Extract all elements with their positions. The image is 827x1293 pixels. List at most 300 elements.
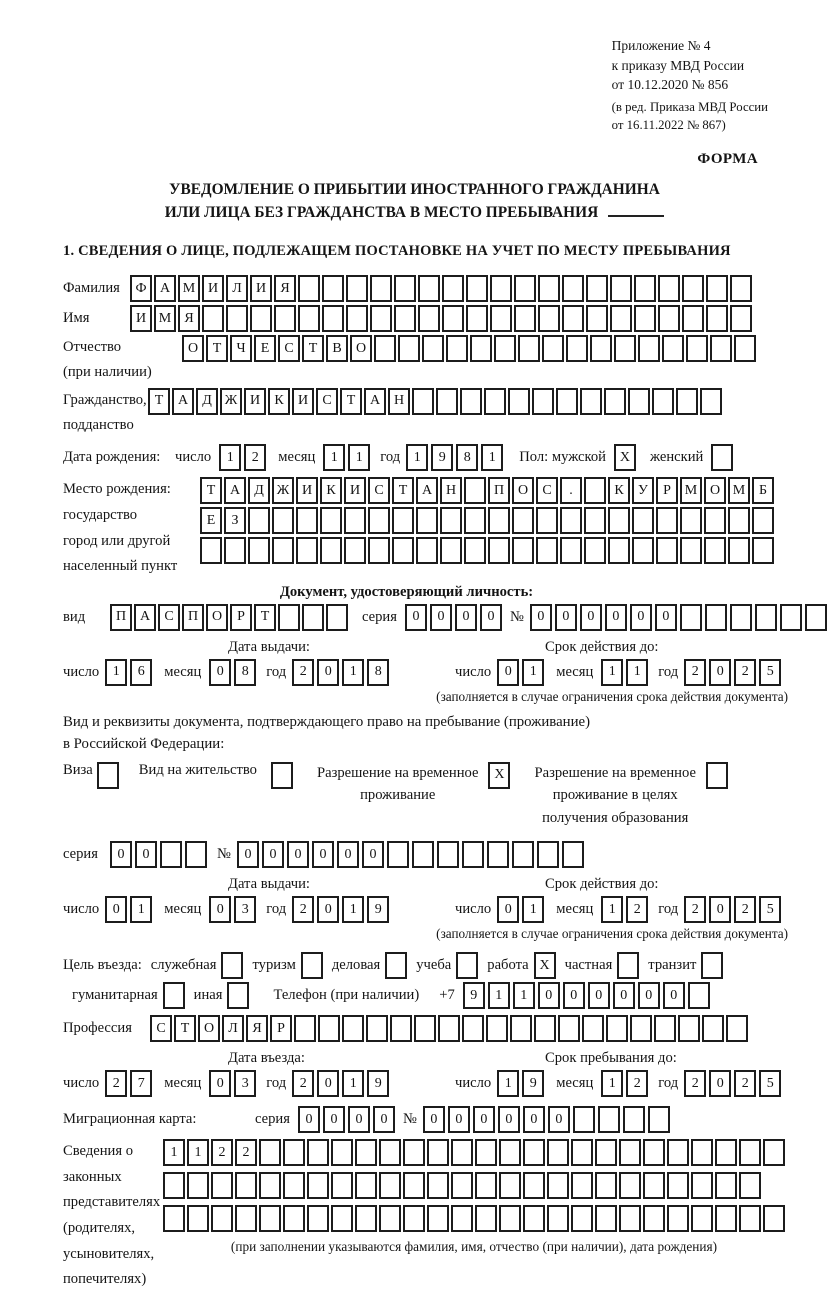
form-cell[interactable]: 0 xyxy=(373,1106,395,1133)
form-cell[interactable] xyxy=(590,335,612,362)
form-cell[interactable]: П xyxy=(182,604,204,631)
form-cell[interactable] xyxy=(680,507,702,534)
form-cell[interactable]: 9 xyxy=(463,982,485,1009)
form-cell[interactable] xyxy=(715,1172,737,1199)
form-cell[interactable] xyxy=(536,537,558,564)
form-cell[interactable]: М xyxy=(154,305,176,332)
form-cell[interactable] xyxy=(682,275,704,302)
form-cell[interactable] xyxy=(686,335,708,362)
form-cell[interactable]: Т xyxy=(392,477,414,504)
form-cell[interactable] xyxy=(163,1172,185,1199)
form-cell[interactable] xyxy=(571,1205,593,1232)
form-cell[interactable]: 0 xyxy=(709,1070,731,1097)
form-cell[interactable] xyxy=(558,1015,580,1042)
form-cell[interactable]: У xyxy=(632,477,654,504)
purpose-tourism-checkbox[interactable] xyxy=(301,952,323,979)
form-cell[interactable]: 2 xyxy=(292,659,314,686)
form-cell[interactable] xyxy=(248,507,270,534)
form-cell[interactable]: 3 xyxy=(234,1070,256,1097)
form-cell[interactable] xyxy=(582,1015,604,1042)
form-cell[interactable] xyxy=(608,537,630,564)
form-cell[interactable] xyxy=(370,305,392,332)
form-cell[interactable] xyxy=(680,604,702,631)
form-cell[interactable] xyxy=(715,1139,737,1166)
form-cell[interactable]: 1 xyxy=(481,444,503,471)
form-cell[interactable]: 8 xyxy=(234,659,256,686)
form-cell[interactable] xyxy=(442,305,464,332)
form-cell[interactable] xyxy=(706,275,728,302)
form-cell[interactable] xyxy=(728,507,750,534)
form-cell[interactable] xyxy=(211,1205,233,1232)
form-cell[interactable] xyxy=(462,841,484,868)
form-cell[interactable] xyxy=(499,1139,521,1166)
form-cell[interactable]: 0 xyxy=(538,982,560,1009)
form-cell[interactable]: 0 xyxy=(287,841,309,868)
form-cell[interactable]: М xyxy=(178,275,200,302)
form-cell[interactable]: Б xyxy=(752,477,774,504)
form-cell[interactable] xyxy=(344,507,366,534)
form-cell[interactable] xyxy=(342,1015,364,1042)
purpose-study-checkbox[interactable] xyxy=(456,952,478,979)
form-cell[interactable]: 1 xyxy=(187,1139,209,1166)
form-cell[interactable] xyxy=(638,335,660,362)
form-cell[interactable] xyxy=(200,537,222,564)
form-cell[interactable]: 7 xyxy=(130,1070,152,1097)
form-cell[interactable] xyxy=(619,1172,641,1199)
form-cell[interactable]: 1 xyxy=(601,1070,623,1097)
form-cell[interactable] xyxy=(610,305,632,332)
form-cell[interactable]: Е xyxy=(254,335,276,362)
form-cell[interactable]: 1 xyxy=(522,896,544,923)
form-cell[interactable] xyxy=(534,1015,556,1042)
form-cell[interactable] xyxy=(464,537,486,564)
form-cell[interactable]: 5 xyxy=(759,896,781,923)
form-cell[interactable] xyxy=(294,1015,316,1042)
form-cell[interactable] xyxy=(398,335,420,362)
form-cell[interactable] xyxy=(566,335,588,362)
form-cell[interactable] xyxy=(235,1205,257,1232)
form-cell[interactable]: И xyxy=(296,477,318,504)
form-cell[interactable] xyxy=(726,1015,748,1042)
form-cell[interactable]: 9 xyxy=(522,1070,544,1097)
purpose-transit-checkbox[interactable] xyxy=(701,952,723,979)
form-cell[interactable] xyxy=(346,275,368,302)
form-cell[interactable] xyxy=(202,305,224,332)
form-cell[interactable] xyxy=(580,388,602,415)
form-cell[interactable] xyxy=(499,1205,521,1232)
form-cell[interactable]: Я xyxy=(274,275,296,302)
form-cell[interactable]: 2 xyxy=(684,1070,706,1097)
form-cell[interactable] xyxy=(537,841,559,868)
form-cell[interactable] xyxy=(366,1015,388,1042)
form-cell[interactable] xyxy=(446,335,468,362)
form-cell[interactable] xyxy=(475,1139,497,1166)
form-cell[interactable] xyxy=(739,1139,761,1166)
form-cell[interactable]: 2 xyxy=(734,659,756,686)
form-cell[interactable] xyxy=(518,335,540,362)
form-cell[interactable] xyxy=(464,507,486,534)
form-cell[interactable]: С xyxy=(158,604,180,631)
form-cell[interactable] xyxy=(730,275,752,302)
form-cell[interactable]: И xyxy=(344,477,366,504)
form-cell[interactable] xyxy=(523,1205,545,1232)
form-cell[interactable]: 2 xyxy=(626,896,648,923)
form-cell[interactable]: О xyxy=(350,335,372,362)
form-cell[interactable] xyxy=(512,841,534,868)
form-cell[interactable] xyxy=(562,841,584,868)
purpose-commercial-checkbox[interactable] xyxy=(385,952,407,979)
form-cell[interactable]: 0 xyxy=(362,841,384,868)
form-cell[interactable] xyxy=(632,537,654,564)
form-cell[interactable]: Т xyxy=(206,335,228,362)
form-cell[interactable] xyxy=(538,305,560,332)
form-cell[interactable]: 0 xyxy=(709,896,731,923)
form-cell[interactable] xyxy=(272,507,294,534)
form-cell[interactable] xyxy=(451,1205,473,1232)
form-cell[interactable] xyxy=(440,537,462,564)
form-cell[interactable] xyxy=(652,388,674,415)
temp-residence-edu-checkbox[interactable] xyxy=(706,762,728,789)
sex-female-checkbox[interactable] xyxy=(711,444,733,471)
form-cell[interactable] xyxy=(418,275,440,302)
form-cell[interactable]: 0 xyxy=(455,604,477,631)
form-cell[interactable] xyxy=(630,1015,652,1042)
visa-checkbox[interactable] xyxy=(97,762,119,789)
form-cell[interactable]: О xyxy=(206,604,228,631)
form-cell[interactable]: Т xyxy=(174,1015,196,1042)
form-cell[interactable]: 2 xyxy=(684,896,706,923)
form-cell[interactable]: А xyxy=(172,388,194,415)
form-cell[interactable] xyxy=(523,1172,545,1199)
form-cell[interactable] xyxy=(595,1172,617,1199)
form-cell[interactable]: 1 xyxy=(163,1139,185,1166)
form-cell[interactable] xyxy=(608,507,630,534)
form-cell[interactable] xyxy=(715,1205,737,1232)
form-cell[interactable] xyxy=(734,335,756,362)
form-cell[interactable]: Я xyxy=(178,305,200,332)
form-cell[interactable] xyxy=(805,604,827,631)
form-cell[interactable] xyxy=(163,1205,185,1232)
form-cell[interactable]: 0 xyxy=(555,604,577,631)
form-cell[interactable] xyxy=(412,841,434,868)
form-cell[interactable] xyxy=(704,507,726,534)
form-cell[interactable] xyxy=(648,1106,670,1133)
form-cell[interactable] xyxy=(466,275,488,302)
form-cell[interactable] xyxy=(331,1172,353,1199)
form-cell[interactable] xyxy=(508,388,530,415)
form-cell[interactable]: И xyxy=(250,275,272,302)
form-cell[interactable] xyxy=(595,1139,617,1166)
form-cell[interactable] xyxy=(224,537,246,564)
form-cell[interactable] xyxy=(656,507,678,534)
form-cell[interactable]: 1 xyxy=(342,896,364,923)
form-cell[interactable] xyxy=(427,1139,449,1166)
form-cell[interactable]: 1 xyxy=(348,444,370,471)
form-cell[interactable] xyxy=(538,275,560,302)
form-cell[interactable] xyxy=(259,1172,281,1199)
form-cell[interactable]: 0 xyxy=(605,604,627,631)
form-cell[interactable] xyxy=(606,1015,628,1042)
form-cell[interactable]: 0 xyxy=(655,604,677,631)
form-cell[interactable]: Т xyxy=(148,388,170,415)
sex-male-checkbox[interactable]: X xyxy=(614,444,636,471)
form-cell[interactable]: 0 xyxy=(262,841,284,868)
form-cell[interactable]: И xyxy=(244,388,266,415)
form-cell[interactable] xyxy=(442,275,464,302)
form-cell[interactable] xyxy=(571,1139,593,1166)
form-cell[interactable] xyxy=(780,604,802,631)
form-cell[interactable] xyxy=(547,1172,569,1199)
form-cell[interactable]: О xyxy=(704,477,726,504)
form-cell[interactable] xyxy=(488,507,510,534)
form-cell[interactable] xyxy=(667,1172,689,1199)
form-cell[interactable] xyxy=(272,537,294,564)
form-cell[interactable] xyxy=(274,305,296,332)
form-cell[interactable] xyxy=(259,1139,281,1166)
form-cell[interactable]: 0 xyxy=(423,1106,445,1133)
form-cell[interactable] xyxy=(298,275,320,302)
form-cell[interactable] xyxy=(598,1106,620,1133)
form-cell[interactable] xyxy=(562,305,584,332)
form-cell[interactable] xyxy=(571,1172,593,1199)
form-cell[interactable] xyxy=(536,507,558,534)
form-cell[interactable]: Т xyxy=(340,388,362,415)
form-cell[interactable]: 3 xyxy=(234,896,256,923)
form-cell[interactable] xyxy=(355,1139,377,1166)
form-cell[interactable] xyxy=(160,841,182,868)
form-cell[interactable] xyxy=(494,335,516,362)
form-cell[interactable]: 1 xyxy=(522,659,544,686)
form-cell[interactable] xyxy=(562,275,584,302)
temp-residence-checkbox[interactable]: X xyxy=(488,762,510,789)
form-cell[interactable]: Н xyxy=(440,477,462,504)
form-cell[interactable]: 0 xyxy=(209,659,231,686)
form-cell[interactable] xyxy=(512,537,534,564)
form-cell[interactable]: 2 xyxy=(734,1070,756,1097)
form-cell[interactable] xyxy=(623,1106,645,1133)
form-cell[interactable] xyxy=(322,305,344,332)
form-cell[interactable] xyxy=(682,305,704,332)
form-cell[interactable] xyxy=(658,275,680,302)
form-cell[interactable] xyxy=(678,1015,700,1042)
purpose-business-checkbox[interactable] xyxy=(221,952,243,979)
form-cell[interactable] xyxy=(710,335,732,362)
form-cell[interactable] xyxy=(584,477,606,504)
form-cell[interactable]: . xyxy=(560,477,582,504)
form-cell[interactable]: 0 xyxy=(523,1106,545,1133)
form-cell[interactable]: 9 xyxy=(431,444,453,471)
form-cell[interactable]: С xyxy=(316,388,338,415)
form-cell[interactable] xyxy=(322,275,344,302)
form-cell[interactable]: 0 xyxy=(110,841,132,868)
form-cell[interactable]: З xyxy=(224,507,246,534)
form-cell[interactable]: 2 xyxy=(235,1139,257,1166)
form-cell[interactable] xyxy=(278,604,300,631)
form-cell[interactable]: И xyxy=(202,275,224,302)
form-cell[interactable] xyxy=(499,1172,521,1199)
form-cell[interactable]: 0 xyxy=(209,896,231,923)
form-cell[interactable]: Л xyxy=(226,275,248,302)
form-cell[interactable] xyxy=(368,537,390,564)
form-cell[interactable]: 1 xyxy=(342,659,364,686)
form-cell[interactable] xyxy=(595,1205,617,1232)
form-cell[interactable] xyxy=(307,1205,329,1232)
form-cell[interactable] xyxy=(248,537,270,564)
form-cell[interactable] xyxy=(416,507,438,534)
form-cell[interactable] xyxy=(331,1205,353,1232)
form-cell[interactable] xyxy=(418,305,440,332)
form-cell[interactable]: 0 xyxy=(663,982,685,1009)
form-cell[interactable] xyxy=(662,335,684,362)
form-cell[interactable] xyxy=(514,305,536,332)
form-cell[interactable]: 0 xyxy=(480,604,502,631)
form-cell[interactable]: 2 xyxy=(626,1070,648,1097)
form-cell[interactable] xyxy=(586,305,608,332)
form-cell[interactable]: Л xyxy=(222,1015,244,1042)
form-cell[interactable]: 0 xyxy=(105,896,127,923)
form-cell[interactable] xyxy=(412,388,434,415)
form-cell[interactable]: Ф xyxy=(130,275,152,302)
form-cell[interactable]: Я xyxy=(246,1015,268,1042)
form-cell[interactable] xyxy=(427,1205,449,1232)
form-cell[interactable] xyxy=(298,305,320,332)
purpose-other-checkbox[interactable] xyxy=(227,982,249,1009)
form-cell[interactable] xyxy=(706,305,728,332)
form-cell[interactable]: 1 xyxy=(219,444,241,471)
form-cell[interactable] xyxy=(658,305,680,332)
form-cell[interactable] xyxy=(355,1172,377,1199)
form-cell[interactable]: К xyxy=(608,477,630,504)
form-cell[interactable]: 0 xyxy=(709,659,731,686)
form-cell[interactable] xyxy=(370,275,392,302)
form-cell[interactable]: 0 xyxy=(312,841,334,868)
form-cell[interactable] xyxy=(632,507,654,534)
form-cell[interactable] xyxy=(691,1205,713,1232)
form-cell[interactable]: 0 xyxy=(209,1070,231,1097)
form-cell[interactable]: 0 xyxy=(638,982,660,1009)
form-cell[interactable]: 1 xyxy=(323,444,345,471)
form-cell[interactable] xyxy=(730,604,752,631)
form-cell[interactable] xyxy=(488,537,510,564)
form-cell[interactable]: И xyxy=(292,388,314,415)
form-cell[interactable]: С xyxy=(150,1015,172,1042)
form-cell[interactable] xyxy=(512,507,534,534)
form-cell[interactable] xyxy=(187,1205,209,1232)
form-cell[interactable]: 0 xyxy=(548,1106,570,1133)
form-cell[interactable] xyxy=(560,537,582,564)
form-cell[interactable] xyxy=(547,1139,569,1166)
form-cell[interactable]: А xyxy=(134,604,156,631)
form-cell[interactable]: 1 xyxy=(105,659,127,686)
form-cell[interactable] xyxy=(619,1139,641,1166)
form-cell[interactable] xyxy=(542,335,564,362)
form-cell[interactable] xyxy=(752,537,774,564)
form-cell[interactable]: А xyxy=(416,477,438,504)
form-cell[interactable] xyxy=(250,305,272,332)
form-cell[interactable] xyxy=(403,1172,425,1199)
form-cell[interactable]: 2 xyxy=(684,659,706,686)
purpose-humanitarian-checkbox[interactable] xyxy=(163,982,185,1009)
form-cell[interactable]: Д xyxy=(196,388,218,415)
form-cell[interactable] xyxy=(584,507,606,534)
form-cell[interactable] xyxy=(283,1139,305,1166)
form-cell[interactable]: Ж xyxy=(220,388,242,415)
form-cell[interactable]: Р xyxy=(230,604,252,631)
form-cell[interactable] xyxy=(586,275,608,302)
form-cell[interactable]: 8 xyxy=(456,444,478,471)
form-cell[interactable]: Ч xyxy=(230,335,252,362)
form-cell[interactable] xyxy=(394,275,416,302)
form-cell[interactable]: 0 xyxy=(323,1106,345,1133)
form-cell[interactable]: С xyxy=(368,477,390,504)
form-cell[interactable] xyxy=(320,507,342,534)
form-cell[interactable]: 2 xyxy=(292,1070,314,1097)
form-cell[interactable]: 1 xyxy=(601,659,623,686)
form-cell[interactable]: 0 xyxy=(580,604,602,631)
form-cell[interactable] xyxy=(475,1205,497,1232)
form-cell[interactable] xyxy=(614,335,636,362)
form-cell[interactable]: 0 xyxy=(448,1106,470,1133)
form-cell[interactable] xyxy=(307,1139,329,1166)
form-cell[interactable]: 0 xyxy=(348,1106,370,1133)
form-cell[interactable] xyxy=(643,1205,665,1232)
form-cell[interactable] xyxy=(326,604,348,631)
purpose-work-checkbox[interactable]: X xyxy=(534,952,556,979)
form-cell[interactable] xyxy=(702,1015,724,1042)
form-cell[interactable] xyxy=(379,1205,401,1232)
form-cell[interactable] xyxy=(656,537,678,564)
form-cell[interactable] xyxy=(355,1205,377,1232)
form-cell[interactable]: 6 xyxy=(130,659,152,686)
form-cell[interactable] xyxy=(437,841,459,868)
form-cell[interactable] xyxy=(691,1139,713,1166)
form-cell[interactable] xyxy=(296,537,318,564)
form-cell[interactable] xyxy=(691,1172,713,1199)
form-cell[interactable]: Ж xyxy=(272,477,294,504)
form-cell[interactable] xyxy=(259,1205,281,1232)
form-cell[interactable]: 1 xyxy=(626,659,648,686)
form-cell[interactable] xyxy=(466,305,488,332)
form-cell[interactable]: 0 xyxy=(497,896,519,923)
form-cell[interactable]: 1 xyxy=(406,444,428,471)
form-cell[interactable] xyxy=(560,507,582,534)
form-cell[interactable] xyxy=(490,275,512,302)
form-cell[interactable] xyxy=(416,537,438,564)
form-cell[interactable] xyxy=(514,275,536,302)
form-cell[interactable] xyxy=(523,1139,545,1166)
form-cell[interactable] xyxy=(296,507,318,534)
form-cell[interactable]: 2 xyxy=(292,896,314,923)
form-cell[interactable]: П xyxy=(488,477,510,504)
form-cell[interactable] xyxy=(427,1172,449,1199)
form-cell[interactable]: О xyxy=(512,477,534,504)
form-cell[interactable] xyxy=(226,305,248,332)
form-cell[interactable]: К xyxy=(320,477,342,504)
form-cell[interactable]: 0 xyxy=(298,1106,320,1133)
form-cell[interactable] xyxy=(392,507,414,534)
form-cell[interactable] xyxy=(394,305,416,332)
form-cell[interactable]: 0 xyxy=(497,659,519,686)
form-cell[interactable] xyxy=(346,305,368,332)
form-cell[interactable] xyxy=(556,388,578,415)
form-cell[interactable]: 0 xyxy=(588,982,610,1009)
form-cell[interactable] xyxy=(460,388,482,415)
form-cell[interactable] xyxy=(584,537,606,564)
form-cell[interactable] xyxy=(185,841,207,868)
form-cell[interactable]: 0 xyxy=(530,604,552,631)
form-cell[interactable]: Р xyxy=(656,477,678,504)
form-cell[interactable]: Е xyxy=(200,507,222,534)
